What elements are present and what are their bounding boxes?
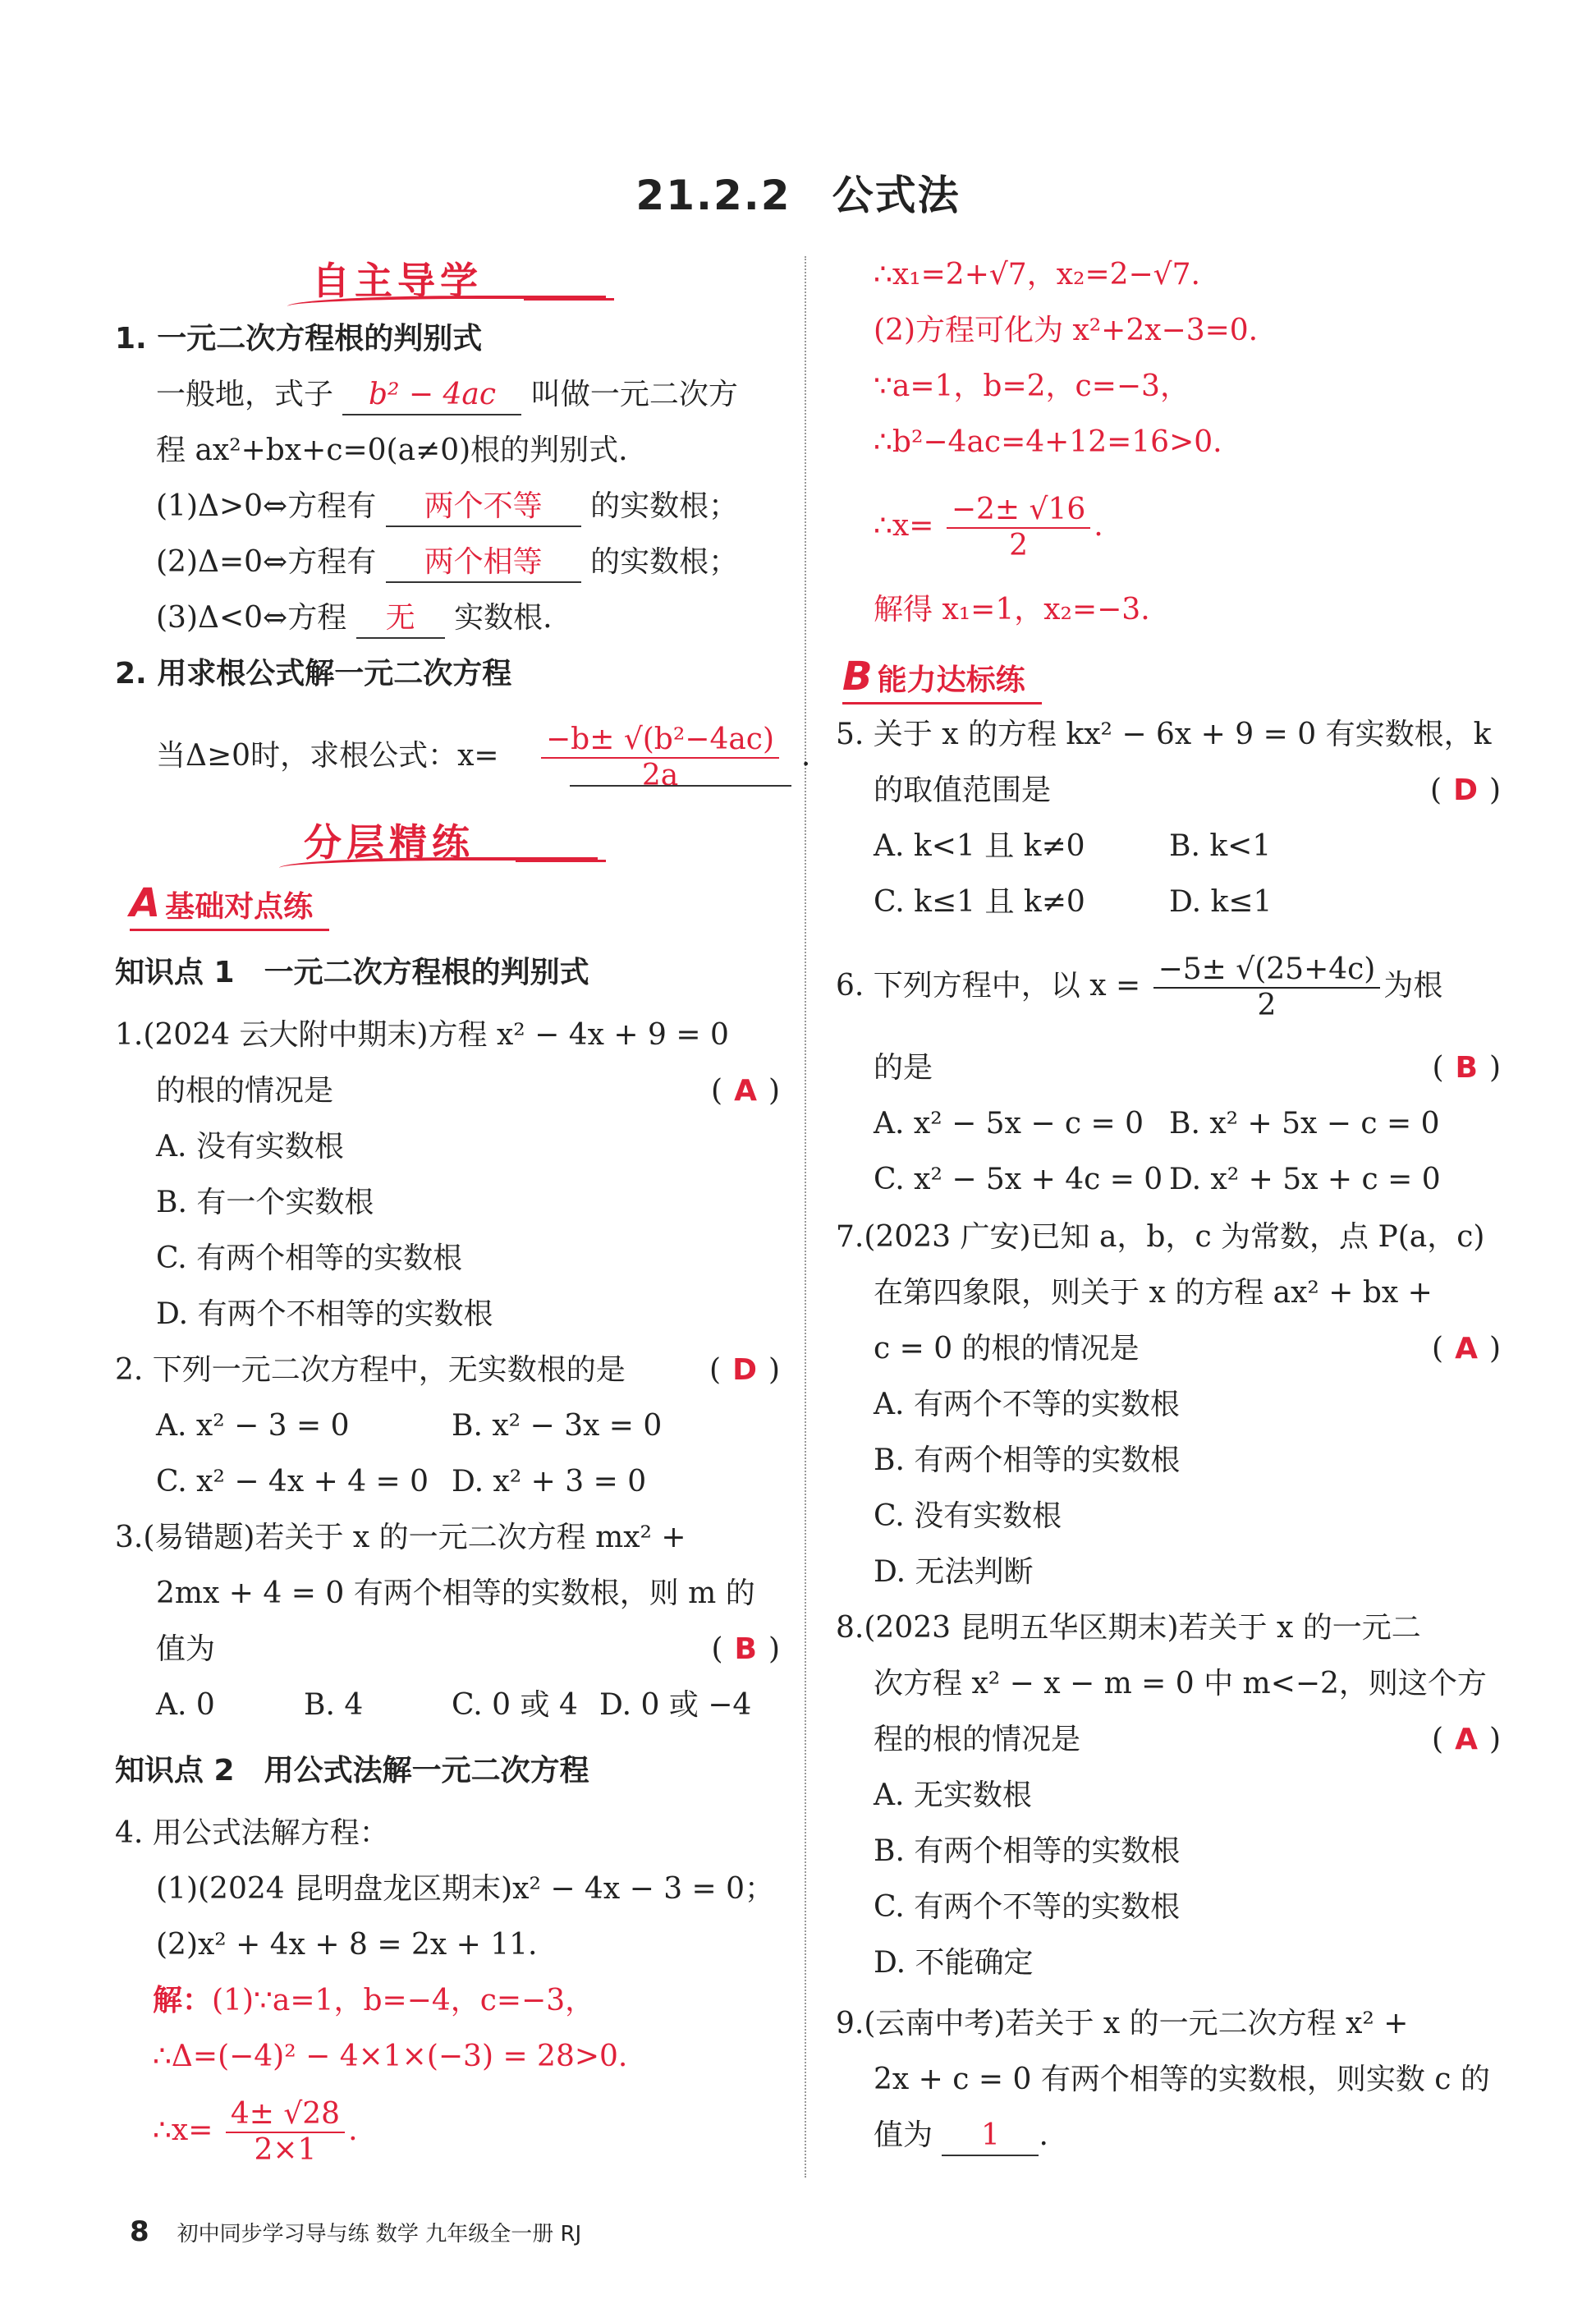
p6-option-c: C. x² − 5x + 4c = 0 [874, 1163, 1163, 1196]
p8-line2: 次方程 x² − x − m = 0 中 m<−2，则这个方 [874, 1667, 1487, 1700]
solution-line2: ∴Δ=(−4)² − 4×1×(−3) = 28>0. [153, 2040, 628, 2073]
p7-option-b: B. 有两个相等的实数根 [874, 1443, 1181, 1477]
p8-stem: 程的根的情况是 [874, 1723, 1081, 1756]
p8-line3 [874, 1721, 1501, 1759]
p1-line2 [156, 1072, 780, 1110]
book-title: 初中同步学习导与练 数学 九年级全一册 RJ [177, 2222, 582, 2247]
p9-line1: 9.(云南中考)若关于 x 的一元二次方程 x² + [836, 2007, 1409, 2040]
p2-stem: 2. 下列一元二次方程中，无实数根的是 [115, 1353, 626, 1387]
section-header-label: 自主导学 [312, 259, 483, 303]
q1-answer-discriminant: b² − 4ac [342, 376, 521, 415]
p4-line1: 4. 用公式法解方程： [115, 1816, 389, 1850]
p2-answer: ( D ) [709, 1353, 780, 1387]
p8-option-d: D. 不能确定 [874, 1946, 1034, 1980]
p6-fraction [1153, 952, 1381, 1023]
p3-option-c: C. 0 或 4 [452, 1688, 578, 1722]
section-number: 21.2.2 [635, 172, 791, 219]
solution2-x-eq: ∴x= [874, 509, 934, 543]
p5-option-a: A. k<1 且 k≠0 [874, 829, 1085, 863]
p5-stem: 的取值范围是 [874, 773, 1052, 807]
q1-case1-a: (1)Δ>0⇔方程有 [156, 489, 377, 523]
p1-answer-letter: A [734, 1074, 757, 1108]
q1-case2-a: (2)Δ=0⇔方程有 [156, 545, 377, 579]
q1-case2-answer: 两个相等 [386, 544, 581, 583]
solution-line1 [153, 1982, 594, 2020]
p9-line2: 2x + c = 0 有两个相等的实数根，则实数 c 的 [874, 2063, 1490, 2096]
p5-option-b: B. k<1 [1169, 829, 1272, 863]
p1-option-c: C. 有两个相等的实数根 [156, 1241, 463, 1275]
quadratic-formula-numerator: −b± √(b²−4ac) [541, 723, 779, 759]
p2-option-a: A. x² − 3 = 0 [156, 1409, 350, 1443]
p5-option-d: D. k≤1 [1169, 885, 1273, 919]
solution2-period: . [1094, 509, 1103, 543]
p9-line3 [874, 2117, 1048, 2156]
p3-stem: 值为 [156, 1632, 216, 1666]
p7-line2: 在第四象限，则关于 x 的方程 ax² + bx + [874, 1276, 1433, 1310]
p7-line3 [874, 1330, 1501, 1368]
p7-option-d: D. 无法判断 [874, 1555, 1034, 1589]
badge-b-label: 能力达标练 [877, 663, 1025, 697]
q1-title: 1. 一元二次方程根的判别式 [115, 322, 483, 356]
p2-option-b: B. x² − 3x = 0 [452, 1409, 663, 1443]
p2-line1 [115, 1352, 780, 1389]
solution-step1: (1)∵a=1，b=−4，c=−3， [212, 1984, 595, 2017]
p6-stem-b: 为根 [1383, 969, 1443, 1003]
solution-part2-line2: ∵a=1，b=2，c=−3， [874, 369, 1190, 403]
q2-text: 当Δ≥0时，求根公式：x= [156, 739, 499, 773]
p5-answer: ( D ) [1430, 773, 1501, 807]
q1-case3-b: 实数根. [454, 601, 553, 635]
p1-option-b: B. 有一个实数根 [156, 1186, 374, 1219]
solution2-fraction-numerator: −2± √16 [947, 493, 1090, 529]
q1-case3 [156, 599, 553, 639]
q1-case2-b: 的实数根； [590, 545, 739, 579]
solution-line3 [153, 2094, 358, 2168]
solution2-fraction [947, 493, 1090, 563]
q1-line1-a: 一般地，式子 [156, 378, 334, 411]
p6-fraction-denominator: 2 [1257, 989, 1277, 1022]
quadratic-formula-denominator: 2a [641, 759, 679, 792]
q1-case3-answer: 无 [356, 599, 445, 639]
page-number: 8 [130, 2215, 149, 2248]
q1-case3-a: (3)Δ<0⇔方程 [156, 601, 347, 635]
solution-fraction-numerator: 4± √28 [226, 2097, 345, 2133]
badge-underline [842, 702, 1042, 705]
p7-answer: ( A ) [1432, 1332, 1501, 1365]
section-tail-line [516, 860, 606, 862]
p7-stem: c = 0 的根的情况是 [874, 1332, 1140, 1365]
p3-line2: 2mx + 4 = 0 有两个相等的实数根，则 m 的 [156, 1577, 755, 1610]
p9-answer: 1 [942, 2117, 1039, 2156]
p3-option-d: D. 0 或 −4 [599, 1688, 752, 1722]
p5-option-c: C. k≤1 且 k≠0 [874, 885, 1085, 919]
p8-option-a: A. 无实数根 [874, 1778, 1032, 1812]
badge-a-label: 基础对点练 [165, 890, 314, 924]
page-footer [130, 2215, 581, 2248]
solution-fraction-denominator: 2×1 [254, 2133, 317, 2167]
solution2-fraction-denominator: 2 [1009, 529, 1028, 562]
p6-option-d: D. x² + 5x + c = 0 [1169, 1163, 1441, 1196]
p8-answer: ( A ) [1432, 1723, 1501, 1756]
badge-b-letter: B [842, 654, 873, 700]
p5-line2 [874, 772, 1501, 810]
badge-underline [130, 929, 329, 931]
p8-option-c: C. 有两个不等的实数根 [874, 1890, 1181, 1924]
solution-fraction [226, 2097, 345, 2168]
badge-ability [842, 654, 1025, 700]
q1-line1-b: 叫做一元二次方 [530, 378, 738, 411]
q2-title: 2. 用求根公式解一元二次方程 [115, 657, 512, 691]
p5-answer-letter: D [1453, 773, 1478, 807]
badge-a-letter: A [130, 880, 161, 926]
p3-answer: ( B ) [711, 1632, 780, 1666]
q1-line1 [156, 376, 738, 415]
p4-line3: (2)x² + 4x + 8 = 2x + 11. [156, 1928, 538, 1962]
solution-period: . [348, 2114, 358, 2147]
q1-case1-answer: 两个不等 [386, 488, 581, 527]
badge-basic [130, 880, 313, 926]
column-divider [805, 256, 806, 2178]
p6-fraction-numerator: −5± √(25+4c) [1153, 952, 1381, 989]
section-header-self-study [312, 251, 483, 305]
section-tail-line [524, 298, 614, 301]
p2-answer-letter: D [732, 1353, 757, 1387]
p1-stem: 的根的情况是 [156, 1074, 334, 1108]
p5-line1: 5. 关于 x 的方程 kx² − 6x + 9 = 0 有实数根，k [836, 718, 1492, 751]
p9-stem: 值为 [874, 2118, 933, 2152]
p1-option-a: A. 没有实数根 [156, 1130, 344, 1163]
p8-option-b: B. 有两个相等的实数根 [874, 1834, 1181, 1868]
q1-case1 [156, 488, 738, 527]
p7-line1: 7.(2023 广安)已知 a，b，c 为常数，点 P(a，c) [836, 1220, 1485, 1254]
p2-option-d: D. x² + 3 = 0 [452, 1465, 647, 1499]
knowledge-point-2: 知识点 2 用公式法解一元二次方程 [115, 1754, 589, 1788]
p3-line3 [156, 1631, 780, 1668]
solution-roots-line: ∴x₁=2+√7，x₂=2−√7. [874, 258, 1200, 291]
q2-formula-line: 当Δ≥0时，求根公式：x= $\frac{\text{−b± √(b²−4ac)}}{2a}$ . [156, 723, 811, 792]
p1-answer: ( A ) [711, 1074, 780, 1108]
knowledge-point-1: 知识点 1 一元二次方程根的判别式 [115, 956, 589, 989]
p6-option-b: B. x² + 5x − c = 0 [1169, 1107, 1440, 1141]
p2-option-c: C. x² − 4x + 4 = 0 [156, 1465, 429, 1499]
solution-part2-line4 [874, 489, 1103, 563]
quadratic-formula [541, 723, 779, 793]
p3-option-b: B. 4 [304, 1688, 364, 1722]
p7-option-c: C. 没有实数根 [874, 1499, 1062, 1533]
p7-option-a: A. 有两个不等的实数根 [874, 1388, 1180, 1421]
solution-x-eq: ∴x= [153, 2114, 213, 2147]
section-header-layered [304, 813, 475, 867]
p6-stem: 的是 [874, 1051, 933, 1085]
p8-line1: 8.(2023 昆明五华区期末)若关于 x 的一元二 [836, 1611, 1421, 1645]
section-header-label: 分层精练 [304, 820, 475, 865]
section-title: 公式法 [832, 172, 961, 219]
q2-answer-line [570, 785, 791, 787]
p6-line2 [874, 1049, 1501, 1087]
p6-answer-letter: B [1455, 1051, 1478, 1085]
p3-option-a: A. 0 [156, 1688, 215, 1722]
p6-stem-a: 6. 下列方程中，以 x = [836, 969, 1141, 1003]
page-title [0, 163, 1596, 222]
p6-option-a: A. x² − 5x − c = 0 [874, 1107, 1144, 1141]
p9-period: . [1039, 2118, 1048, 2152]
q1-line2: 程 ax²+bx+c=0(a≠0)根的判别式. [156, 434, 628, 467]
p3-line1: 3.(易错题)若关于 x 的一元二次方程 mx² + [115, 1521, 686, 1554]
q1-case1-b: 的实数根； [590, 489, 739, 523]
p1-option-d: D. 有两个不相等的实数根 [156, 1297, 493, 1331]
solution-part2-line3: ∴b²−4ac=4+12=16>0. [874, 425, 1222, 459]
p8-answer-letter: A [1455, 1723, 1478, 1756]
p6-line1 [836, 949, 1442, 1023]
solution-label: 解： [153, 1984, 213, 2017]
solution-part2-line1: (2)方程可化为 x²+2x−3=0. [874, 314, 1259, 347]
q1-case2 [156, 544, 738, 583]
p3-answer-letter: B [734, 1632, 757, 1666]
solution-part2-result: 解得 x₁=1，x₂=−3. [874, 593, 1150, 626]
p4-line2: (1)(2024 昆明盘龙区期末)x² − 4x − 3 = 0； [156, 1872, 775, 1906]
p7-answer-letter: A [1455, 1332, 1478, 1365]
p6-answer: ( B ) [1432, 1051, 1501, 1085]
p1-line1: 1.(2024 云大附中期末)方程 x² − 4x + 9 = 0 [115, 1018, 729, 1052]
